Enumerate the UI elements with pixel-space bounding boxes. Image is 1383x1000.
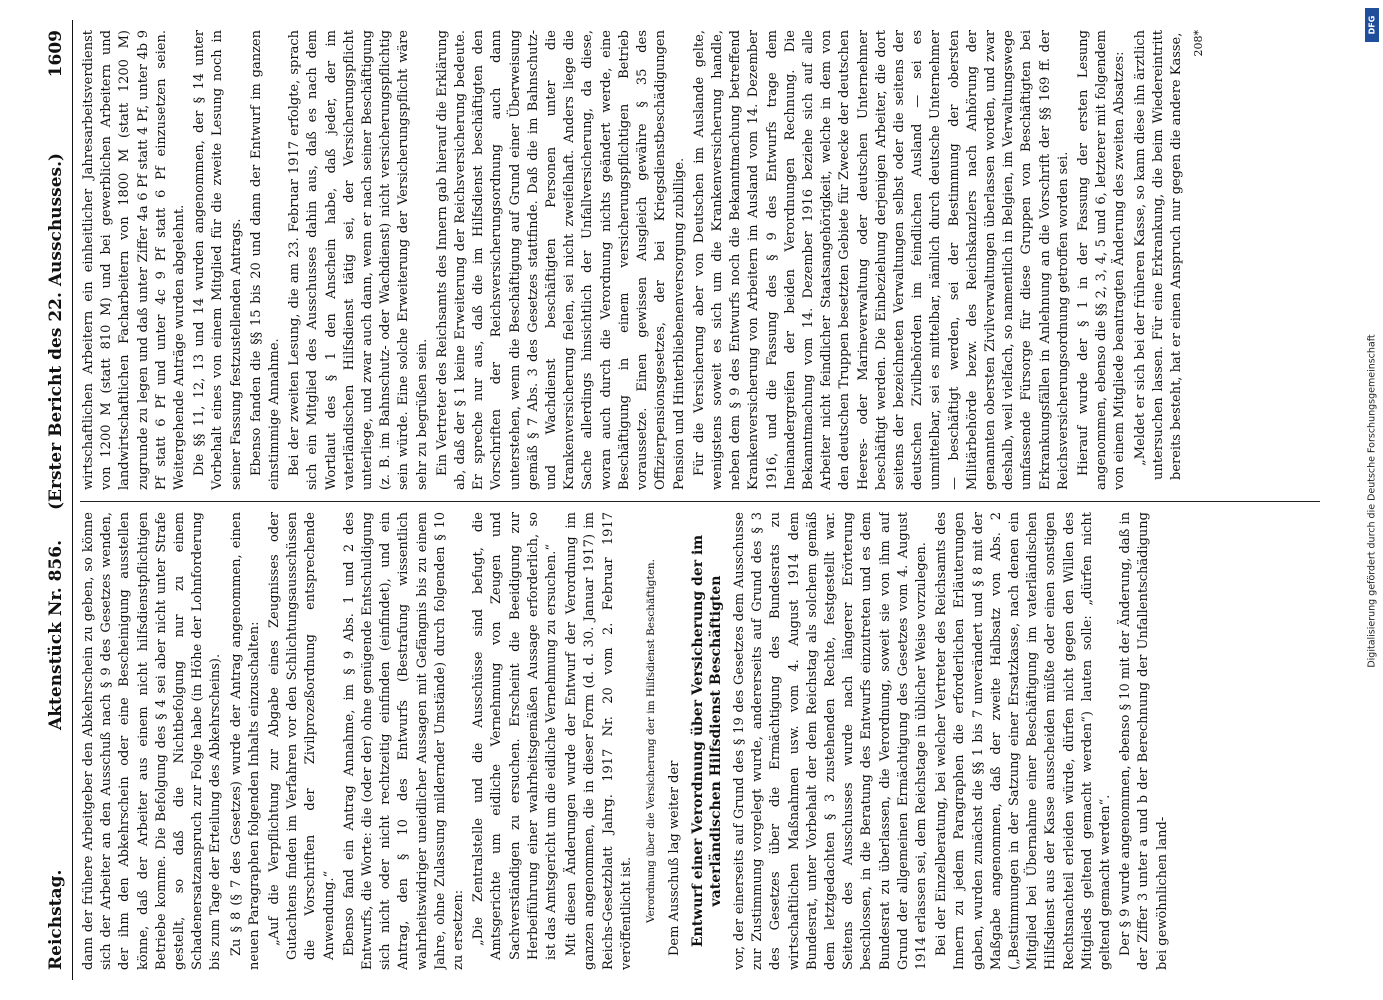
paragraph: Die §§ 11, 12, 13 und 14 wurden angenommen, der § 14 unter Vorbehalt eines von einem Mitglied für die zweite Lesung noch in seiner Fassung festzustellenden Antrags. [191, 30, 244, 490]
page-header [42, 20, 73, 980]
paragraph: dann der frühere Arbeitgeber den Abkehrschein zu geben, so könne sich der Arbeiter an den Ausschuß nach § 9 des Gesetzes wenden, der ihm den Abkehrschein oder eine Bescheinigung ausstellen könne, daß der Arbeiter aus einem nicht hilfsdienstpflichtigen Betriebe komme. Die Befolgung des § 4 sei aber nicht unter Strafe gestellt, so daß die Nichtbefolgung nur zu einem Schadenersatzanspruch zur Folge habe (in Höhe der Lohnforderung bis zum Tage der Erteilung des Abkehrscheins). [80, 512, 223, 970]
paragraph: wirtschaftlichen Arbeitern ein einheitlicher Jahresarbeitsverdienst von 1200 M (statt 810 M) und bei gewerblichen Arbeitern und landwirtschaftlichen Facharbeitern von 1800 M (statt 1200 M) zugrunde zu legen und daß unter Ziffer 4a 6 Pf statt 4 Pf, unter 4b 9 Pf statt 6 Pf und unter 4c 9 Pf statt 6 Pf einzusetzen seien. Weitergehende Anträge wurden abgelehnt. [80, 30, 187, 490]
paragraph: Der § 9 wurde angenommen, ebenso § 10 mit der Änderung, daß in der Ziffer 3 unter a und b der Berechnung der Unfallentschädigung bei gewöhnlichen land- [1117, 512, 1170, 970]
page-number: 1609 [45, 30, 66, 78]
quote: „Meldet er sich bei der früheren Kasse, so kann diese ihn ärztlich untersuchen lassen. Für eine Erkrankung, die beim Wiedereintritt bereits besteht, hat er einen Anspruch nur gegen die andere Kasse, [1132, 30, 1184, 480]
paragraph: Hierauf wurde der § 1 in der Fassung der ersten Lesung angenommen, ebenso die §§ 2, 3, 4, 5 und 6, letzterer mit folgendem von einem Mitgliede beantragten Änderung des zweiten Absatzes: [1075, 30, 1127, 490]
quote: „Die Zentralstelle und die Ausschüsse sind befugt, die Amtsgerichte um eidliche Vernehmung von Zeugen und Sachverständigen zu ersuchen. Erscheint die Beeidigung zur Herbeiführung einer wahrheitsgemäßen Aussage erforderlich, so ist das Amtsgericht um die eidliche Vernehmung zu ersuchen.“ [470, 512, 559, 960]
paragraph: vor, der einerseits auf Grund des § 19 des Gesetzes dem Ausschusse zur Zustimmung vorgelegt wurde, andererseits auf Grund des § 3 des Gesetzes über die Ermächtigung des Bundesrats zu wirtschaftlichen Maßnahmen usw. vom 4. August 1914 dem Bundesrat, unter Vorbehalt der dem Reichstag als solchem gemäß dem letztgedachten § 3 zustehenden Rechte, festgestellt war. Seitens des Ausschusses wurde nach längerer Erörterung beschlossen, in die Beratung des Entwurfs einzutreten und es dem Bundesrat zu überlassen, die Verordnung, soweit sie von ihm auf Grund der allgemeinen Ermächtigung des Gesetzes vom 4. August 1914 erlassen sei, dem Reichstage in üblicher Weise vorzulegen. [731, 512, 929, 970]
paragraph: Bei der zweiten Lesung, die am 23. Februar 1917 erfolgte, sprach sich ein Mitglied des Ausschusses dahin aus, daß es nach dem Wortlaut des § 1 den Anschein habe, daß jeder, der im vaterländischen Hilfsdienst tätig sei, der Versicherungspflicht unterliege, und zwar auch dann, wenn er nach seiner Beschäftigung (z. B. im Bahnschutz- oder Wachdienst) nicht versicherungspflichtig sein würde. Eine solche Erweiterung der Versicherungspflicht wäre sehr zu begrüßen sein. [286, 30, 430, 490]
section-heading: Verordnung über die Versicherung der im Hilfsdienst Beschäftigten. [644, 558, 657, 924]
digitization-stamp [1365, 8, 1379, 993]
paragraph: Ein Vertreter des Reichsamts des Innern gab hierauf die Erklärung ab, daß der § 1 keine Erweiterung der Reichsversicherung bedeute. Er spreche nur aus, daß die im Hilfsdienst beschäftigten den Vorschriften der Reichsversicherungsordnung auch dann unterstehen, wenn die Beschäftigung auf Grund einer Überweisung gemäß § 7 Abs. 3 des Gesetzes stattfinde. Daß die im Bahnschutz- und Wachdienst beschäftigten Personen unter die Krankenversicherung fielen, sei nicht zweifelhaft. Anders liege die Sache allerdings hinsichtlich der Unfallversicherung, da diese, woran auch durch die Verordnung nichts geändert werde, eine Beschäftigung in einem versicherungspflichtigen Betrieb voraussetze. Einen gewissen Ausgleich gewähre § 35 des Offizierpensionsgesetzes, der bei Kriegsdienstbeschädigungen Pension und Hinterbliebenenversorgung zubillige. [434, 30, 686, 490]
quote: „Auf die Verpflichtung zur Abgabe eines Zeugnisses oder Gutachtens finden im Verfahren vor den Schlichtungsausschüssen die Vorschriften der Zivilprozeßordnung entsprechende Anwendung.“ [266, 512, 337, 960]
paragraph: Ebenso fanden die §§ 15 bis 20 und dann der Entwurf im ganzen einstimmige Annahme. [248, 30, 282, 490]
column-divider [80, 501, 1320, 502]
paragraph: Ebenso fand ein Antrag Annahme, im § 9 Abs. 1 und 2 des Entwurfs, die Worte: die (oder der) ohne genügende Entschuldigung sich nicht oder nicht rechtzeitig einfinden (einfindet), und ein Antrag, den § 10 des Entwurfs (Bestrafung wissentlich wahrheitswidriger uneidlicher Aussagen mit Gefängnis bis zu einem Jahre, ohne Zulassung mildernder Umstände) durch folgenden § 10 zu ersetzen: [341, 512, 466, 970]
paragraph: Für die Versicherung aber von Deutschen im Auslande gelte, wenigstens soweit es sich um die Krankenversicherung handle, neben dem § 9 des Entwurfs noch die Bekanntmachung betreffend Krankenversicherung von Arbeitern im Ausland vom 14. Dezember 1916, und die Fassung des § 9 des Entwurfs trage dem Ineinandergreifen der beiden Verordnungen Rechnung. Die Bekanntmachung vom 14. Dezember 1916 beziehe sich auf alle Arbeiter nicht feindlicher Staatsangehörigkeit, welche in dem von den deutschen Truppen besetzten Gebiete für Zwecke der deutschen Heeres- oder Marineverwaltung oder deutschen Unternehmer beschäftigt werden. Die Einbeziehung derjenigen Arbeiter, die dort seitens der bezeichneten Verwaltungen selbst oder die seitens der deutschen Zivilbehörden im feindlichen Ausland — sei es unmittelbar, sei es mittelbar, nämlich durch deutsche Unternehmer — beschäftigt werden, sei der Bestimmung der obersten Militärbehörde bezw. des Reichskanzlers nach Anhörung der genannten obersten Zivilverwaltungen überlassen worden, und zwar deshalb, weil vielfach, so namentlich in Belgien, im Verwaltungswege umfassende Fürsorge für diese Gruppen von Beschäftigten bei Erkrankungsfällen in Anlehnung an die Vorschrift der §§ 169 ff. der Reichsversicherungsordnung getroffen worden sei. [691, 30, 1071, 490]
draft-title: Entwurf einer Verordnung über Versicherung der im vaterländischen Hilfsdienst Beschäftigten [689, 534, 724, 948]
scanned-page [42, 20, 1342, 980]
header-document-number: Aktenstück Nr. 856. [45, 539, 66, 730]
signature-mark: 208* [1191, 30, 1205, 57]
paragraph: Mit diesen Änderungen wurde der Entwurf der Verordnung im ganzen angenommen, die in dieser Form (d. d. 30. Januar 1917) im Reichs-Gesetzblatt Jahrg. 1917 Nr. 20 vom 2. Februar 1917 veröffentlicht ist. [563, 512, 634, 970]
stamp-text: Digitalisierung gefördert durch die Deutsche Forschungsgemeinschaft [1366, 333, 1378, 668]
left-column [80, 512, 1320, 970]
header-reichstag: Reichstag. [45, 869, 66, 970]
right-column [80, 30, 1320, 490]
paragraph: Zu § 8 (§ 7 des Gesetzes) wurde der Antrag angenommen, einen neuen Paragraphen folgenden Inhalts einzuschalten: [228, 512, 262, 970]
paragraph: Bei der Einzelberatung, bei welcher Vertreter des Reichsamts des Innern zu jedem Paragraphen die erforderlichen Erläuterungen gaben, wurden zunächst die §§ 1 bis 7 unverändert und § 8 mit der Maßgabe angenommen, daß der zweite Halbsatz von Abs. 2 („Bestimmungen in der Satzung einer Ersatzkasse, nach denen ein Mitglied bei Übernahme einer Beschäftigung im vaterländischen Hilfsdienst aus der Kasse ausscheiden müßte oder einen sonstigen Rechtsnachteil erleiden würde, dürfen nicht gegen den Willen des Mitglieds geltend gemacht werden“) lauten solle: „dürfen nicht geltend gemacht werden“. [933, 512, 1113, 970]
header-report-title: (Erster Bericht des 22. Ausschusses.) [45, 152, 66, 510]
dfg-logo: DFG [1365, 8, 1379, 42]
paragraph: Dem Ausschuß lag weiter der [666, 760, 682, 956]
